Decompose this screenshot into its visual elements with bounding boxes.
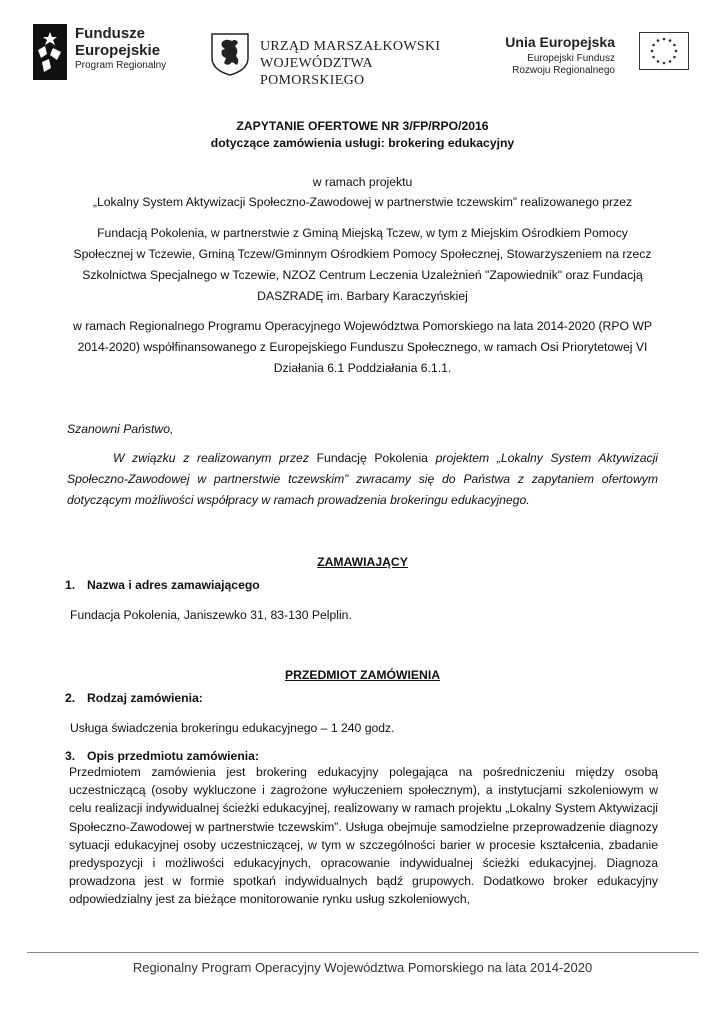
page-footer: Regionalny Program Operacyjny Województwa Pomorskiego na lata 2014-2020 [132,960,593,975]
item1-number: 1. [65,578,76,592]
urzad-marszalkowski-logo [210,32,460,88]
project-intro: w ramach projektu [312,175,413,189]
item2-heading [67,691,658,705]
item3-title: Opis przedmiotu zamówienia: [87,749,259,763]
intro-part2: Fundację Pokolenia [316,451,428,465]
section-heading-zamawiajacy: ZAMAWIAJĄCY [317,555,408,569]
page-header [0,0,725,100]
item1-body: Fundacja Pokolenia, Janiszewko 31, 83-130 Pelplin. [70,608,352,622]
document-title-line1: ZAPYTANIE OFERTOWE NR 3/FP/RPO/2016 [236,119,489,133]
item1-heading [67,578,658,592]
intro-paragraph [67,448,658,511]
footer-divider [27,952,699,953]
partners-paragraph: Fundacją Pokolenia, w partnerstwie z Gminą Miejską Tczew, w tym z Miejskim Ośrodkiem Pomocy Społecznej w Tczewie, Gminą Tczew/Gminnym Ośrodkiem Pomocy Społecznej, Stowarzyszeniem na rzecz Szkolnictwa Specjalnego w Tczewie, NZOZ Centrum Leczenia Uzależnień "Zapowiednik" oraz Fundacją DASZRADĘ im. Barbary Karaczyńskiej [73,226,652,303]
ue-logo-line1: Unia Europejska [505,34,615,50]
intro-part3: projektem „Lokalny System Aktywizacji Społeczno-Zawodowej w partnerstwie tczewskim” zwracamy się do Państwa z zapytaniem ofertowym dotyczącym możliwości współpracy w ramach prowadzenia brokeringu edukacyjnego. [67,451,658,507]
fe-logo-line1: Fundusze [75,25,145,42]
unia-europejska-logo [497,32,697,82]
fe-logo-line2: Europejskie [75,42,161,59]
item2-number: 2. [65,691,76,705]
item3-number: 3. [65,749,76,763]
fundusze-europejskie-logo [33,24,183,84]
item1-title: Nazwa i adres zamawiającego [87,578,260,592]
program-paragraph: w ramach Regionalnego Programu Operacyjnego Województwa Pomorskiego na lata 2014-2020 (RPO WP 2014-2020) współfinansowanego z Europejskiego Funduszu Społecznego, w ramach Osi Priorytetowej VI Działania 6.1 Poddziałania 6.1.1. [73,319,652,375]
fundusze-europejskie-mark-icon [33,24,67,80]
item3-body: Przedmiotem zamówienia jest brokering edukacyjny polegająca na pośredniczeniu między osobą uczestniczącą (osoby wykluczone i zagrożone wyłuczeniem społecznym), a instytucjami szkoleniowym w celu realizacji indywidualnej ścieżki edukacyjnej, realizowany w ramach projektu „Lokalny System Aktywizacji Społeczno-Zawodowej w partnerstwie tczewskim”. Usługa obejmuje samodzielne przeprowadzenie diagnozy sytuacji edukacyjnej osoby uczestniczącej, w tym w szczególności barier w procesie kształcenia, zbadanie predyspozycji i możliwości edukacyjnych, opracowanie indywidualnej ścieżki edukacyjnej. Diagnoza prowadzona jest w formie spotkań indywidualnych bądź grupowych. Dodatkowo broker edukacyjny odpowiedzialny jest za bieżące monitorowanie rynku usług szkoleniowych, [69,765,658,907]
um-logo-line2: WOJEWÓDZTWA POMORSKIEGO [260,56,373,88]
item2-title: Rodzaj zamówienia: [87,691,203,705]
fe-logo-line3: Program Regionalny [75,60,167,71]
um-logo-line1: URZĄD MARSZAŁKOWSKI [260,39,441,54]
item2-body: Usługa świadczenia brokeringu edukacyjnego – 1 240 godz. [70,721,395,735]
ue-logo-line3: Rozwoju Regionalnego [512,65,615,76]
document-title-line2: dotyczące zamówienia usługi: brokering edukacyjny [210,136,515,150]
intro-part1: W związku z realizowanym przez [113,451,317,465]
section-heading-przedmiot: PRZEDMIOT ZAMÓWIENIA [284,668,441,682]
document-body [67,118,658,909]
project-name: „Lokalny System Aktywizacji Społeczno-Zawodowej w partnerstwie tczewskim” realizowanego przez [92,195,633,209]
item3-heading [67,749,658,763]
ue-logo-line2: Europejski Fundusz [527,53,615,64]
greeting: Szanowni Państwo, [67,422,174,436]
eu-flag-icon [639,32,689,70]
griffin-crest-icon [210,32,250,76]
